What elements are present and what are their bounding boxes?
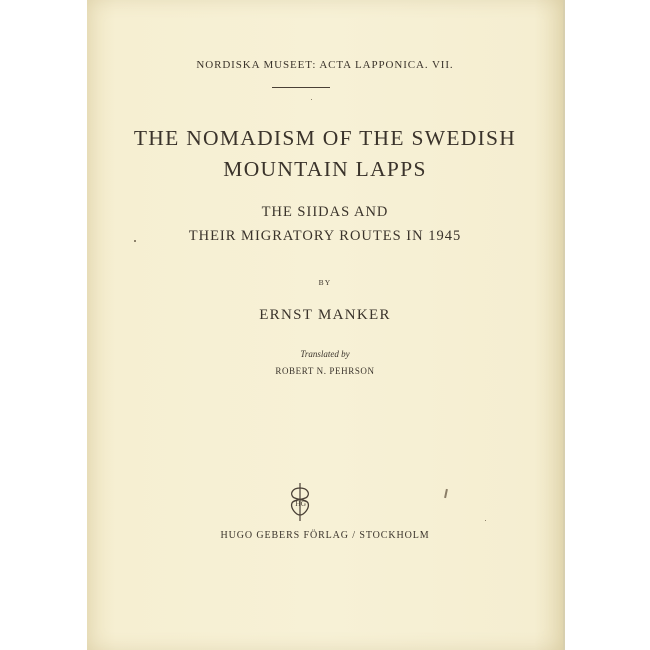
- page-edge: [563, 0, 565, 650]
- book-subtitle-line-2: THEIR MIGRATORY ROUTES IN 1945: [188, 228, 462, 244]
- publisher-imprint: HUGO GEBERS FÖRLAG / STOCKHOLM: [220, 530, 430, 541]
- logo-letters: HG: [295, 499, 307, 508]
- paper-mark: [444, 489, 448, 498]
- translator-name: ROBERT N. PEHRSON: [275, 366, 375, 376]
- title-page: [87, 0, 563, 650]
- paper-speck: [485, 520, 486, 521]
- series-heading: NORDISKA MUSEET: ACTA LAPPONICA. VII.: [196, 59, 454, 71]
- translated-by-label: Translated by: [300, 349, 350, 359]
- book-title-line-1: THE NOMADISM OF THE SWEDISH: [133, 126, 517, 150]
- book-subtitle-line-1: THE SIIDAS AND: [261, 204, 389, 220]
- hg-monogram-icon: [287, 482, 313, 522]
- paper-speck: [311, 99, 312, 100]
- series-rule-divider: [272, 87, 330, 88]
- paper-speck: [134, 240, 136, 242]
- book-title-line-2: MOUNTAIN LAPPS: [223, 157, 427, 181]
- by-label: BY: [318, 278, 332, 287]
- author-name: ERNST MANKER: [259, 307, 391, 323]
